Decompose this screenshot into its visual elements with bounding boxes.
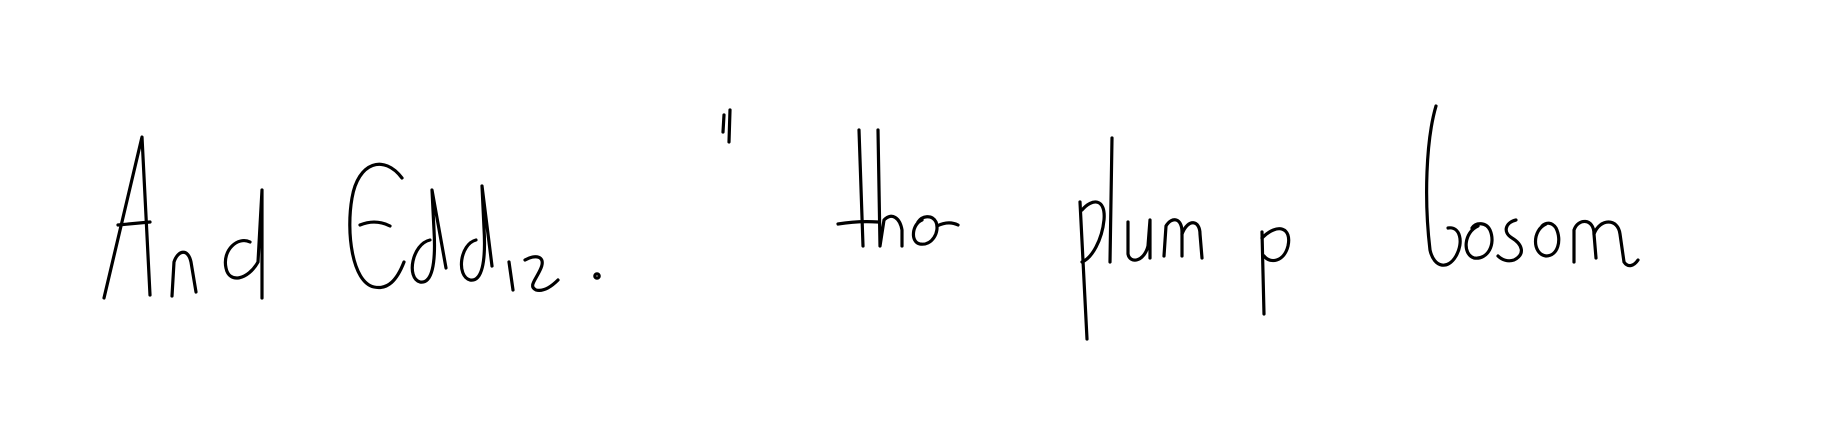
handwritten-word-bosom	[1427, 106, 1638, 266]
handwritten-quote-mark	[723, 110, 730, 142]
handwritten-word-eddie	[350, 164, 599, 290]
handwritten-word-plump	[1080, 138, 1289, 339]
handwritten-word-tho	[838, 130, 958, 246]
handwritten-word-and	[104, 137, 262, 298]
